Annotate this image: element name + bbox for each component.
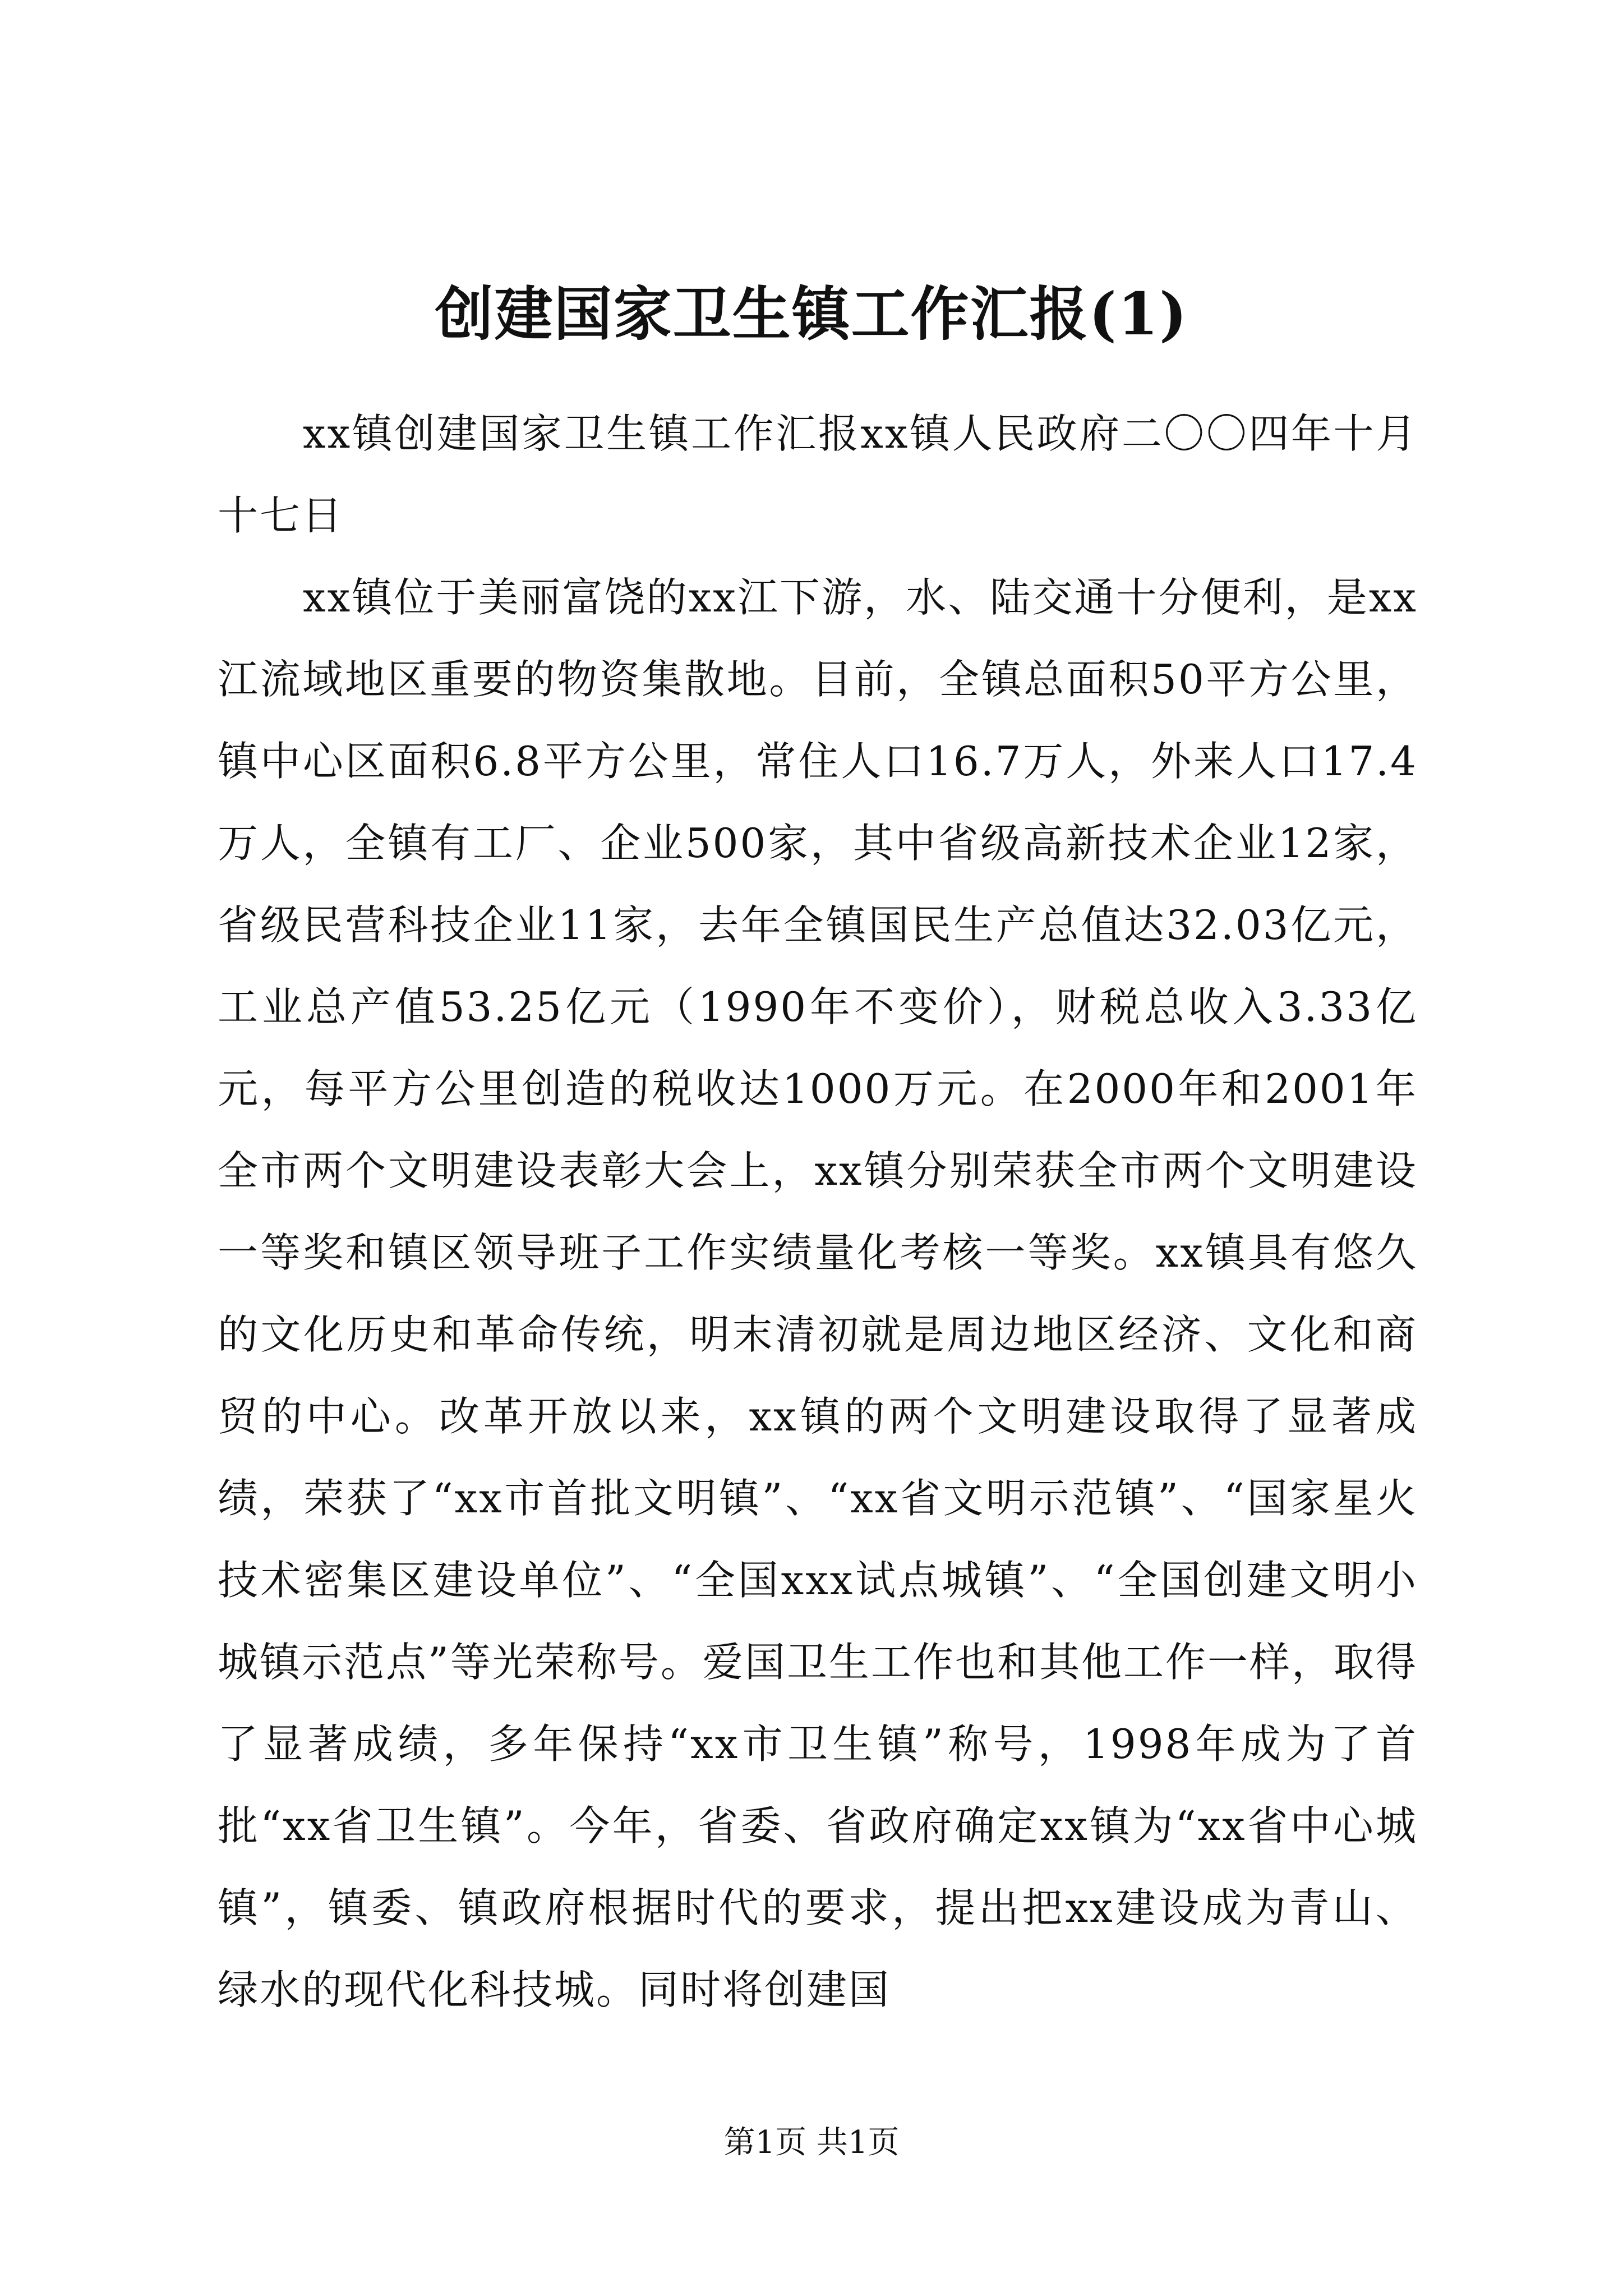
page-footer: 第1页 共1页 xyxy=(723,2124,900,2161)
paragraph-heading-line: xx镇创建国家卫生镇工作汇报xx镇人民政府二〇〇四年十月十七日 xyxy=(218,410,1418,539)
document-body xyxy=(218,393,1418,2031)
paragraph-main: xx镇位于美丽富饶的xx江下游，水、陆交通十分便利，是xx江流域地区重要的物资集散地。目前，全镇总面积50平方公里，镇中心区面积6.8平方公里，常住人口16.7万人，外来人口17.4万人，全镇有工厂、企业500家，其中省级高新技术企业12家，省级民营科技企业11家，去年全镇国民生产总值达32.03亿元，工业总产值53.25亿元（1990年不变价），财税总收入3.33亿元，每平方公里创造的税收达1000万元。在2000年和2001年全市两个文明建设表彰大会上，xx镇分别荣获全市两个文明建设一等奖和镇区领导班子工作实绩量化考核一等奖。xx镇具有悠久的文化历史和革命传统，明末清初就是周边地区经济、文化和商贸的中心。改革开放以来，xx镇的两个文明建设取得了显著成绩，荣获了“xx市首批文明镇”、“xx省文明示范镇”、“国家星火技术密集区建设单位”、“全国xxx试点城镇”、“全国创建文明小城镇示范点”等光荣称号。爱国卫生工作也和其他工作一样，取得了显著成绩，多年保持“xx市卫生镇”称号，1998年成为了首批“xx省卫生镇”。今年，省委、省政府确定xx镇为“xx省中心城镇”，镇委、镇政府根据时代的要求，提出把xx建设成为青山、绿水的现代化科技城。同时将创建国 xyxy=(218,574,1418,2013)
document-title: 创建国家卫生镇工作汇报(1) xyxy=(435,279,1188,348)
